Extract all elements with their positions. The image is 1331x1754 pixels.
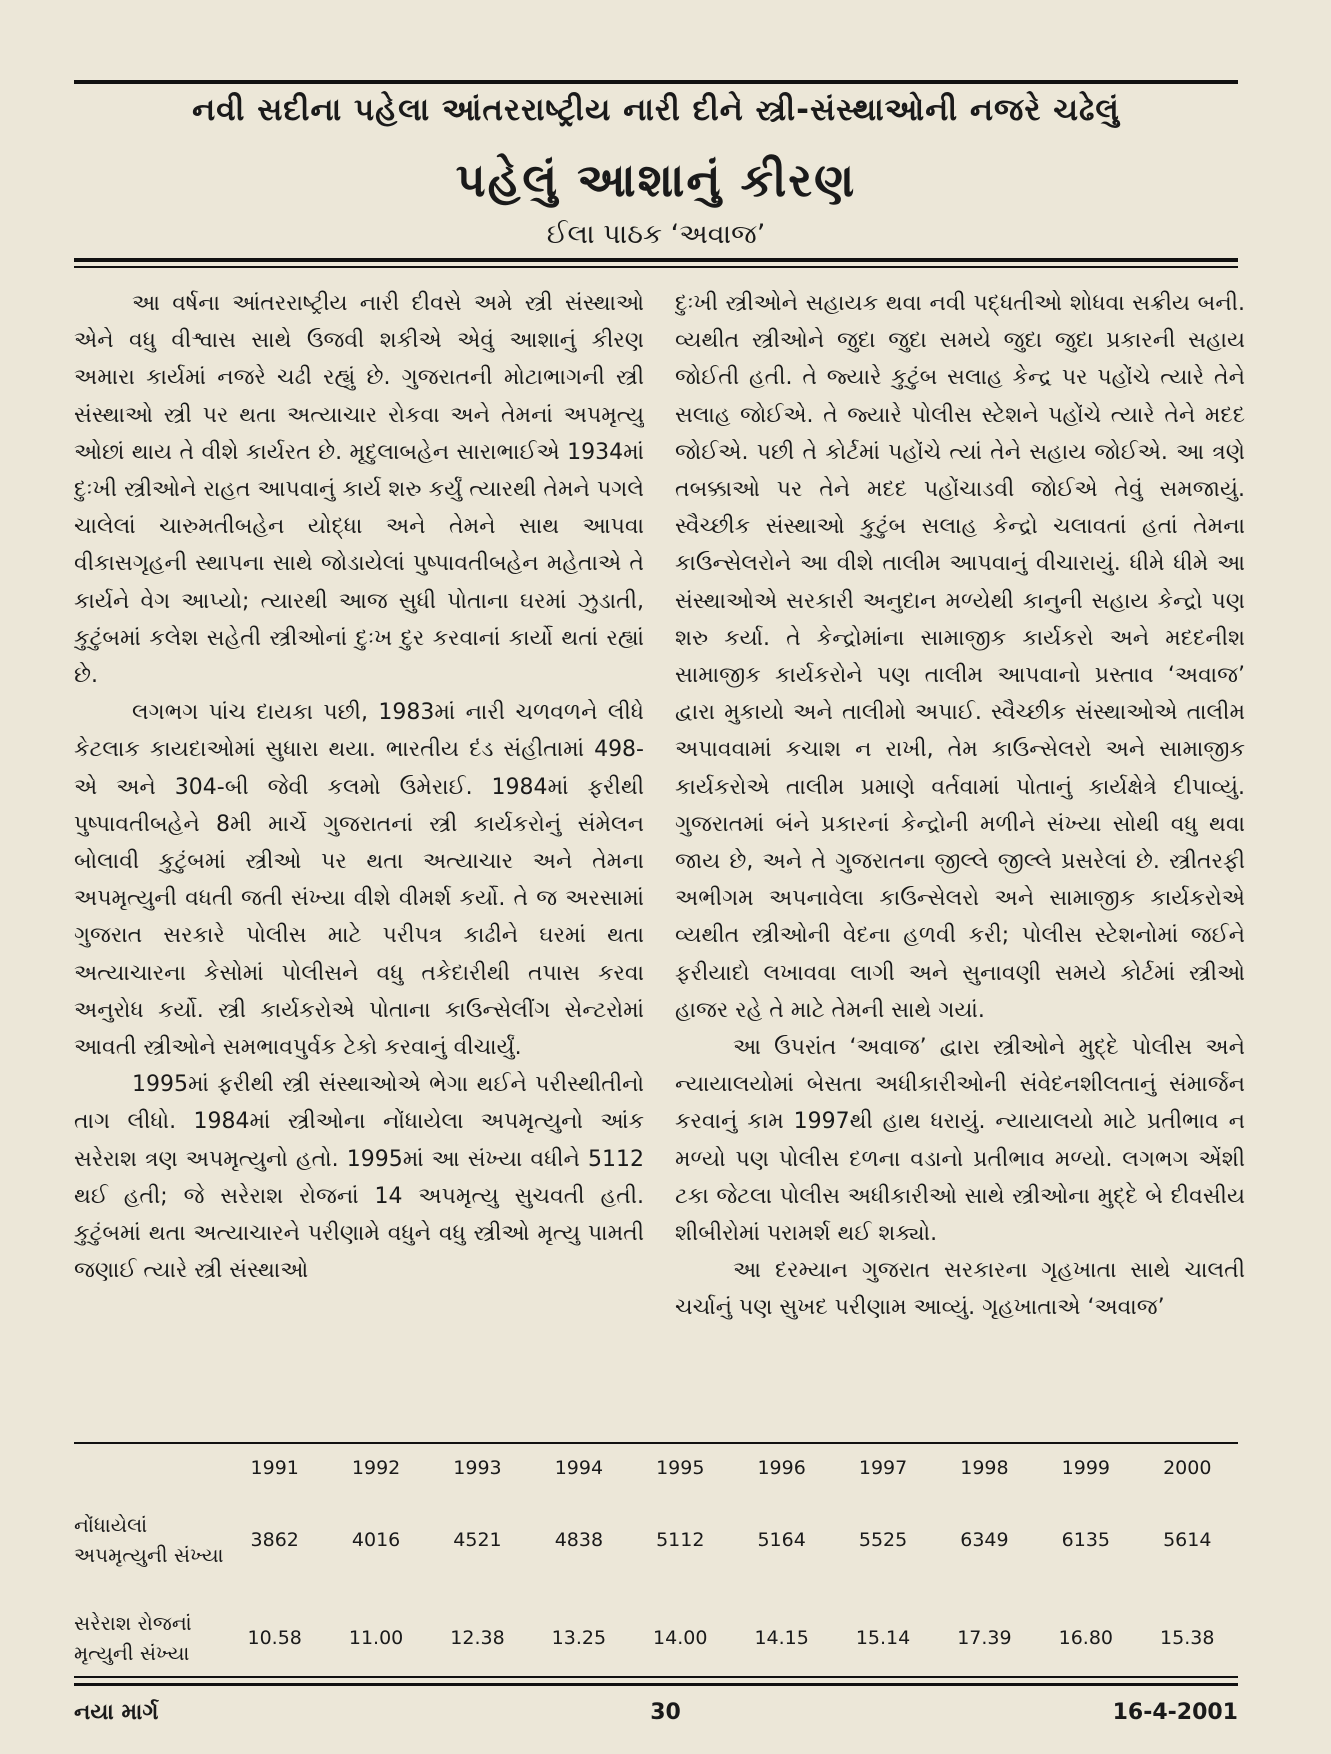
table-bottom-rule-thick (74, 1683, 1238, 1686)
year-header: 1994 (554, 1457, 604, 1479)
right-column (675, 285, 1245, 1420)
row-label: સરેરાશ રોજનાં મૃત્યુની સંખ્યા (74, 1611, 192, 1665)
paragraph: આ વર્ષના આંતરરાષ્ટ્રીય નારી દીવસે અમે સ્ત્રી સંસ્થાઓ એને વધુ વીશ્વાસ સાથે ઉજવી શકીએ એવું આશાનું કીરણ અમારા કાર્યમાં નજરે ચઢી રહ્યું છે. ગુજરાતની મોટાભાગની સ્ત્રી સંસ્થાઓ સ્ત્રી પર થતા અત્યાચાર રોકવા અને તેમનાં અપમૃત્યુ ઓછાં થાય તે વીશે કાર્યરત છે. મૃદુલાબહેન સારાભાઈએ 1934માં દુઃખી સ્ત્રીઓને રાહત આપવાનું કાર્ય શરુ કર્યું ત્યારથી તેમને પગલે ચાલેલાં ચારુમતીબહેન યોદ્ધા અને તેમને સાથ આપવા વીકાસગૃહની સ્થાપના સાથે જોડાયેલાં પુષ્પાવતીબહેન મહેતાએ તે કાર્યને વેગ આપ્યો; ત્યારથી આજ સુધી પોતાના ઘરમાં ઝુડાતી, કુટુંબમાં કલેશ સહેતી સ્ત્રીઓનાં દુઃખ દુર કરવાનાં કાર્યો થતાં રહ્યાં છે. (74, 291, 644, 689)
table-cell: 11.00 (348, 1627, 404, 1649)
year-header: 1997 (858, 1457, 908, 1479)
table-cell: 15.14 (855, 1627, 911, 1649)
paragraph: 1995માં ફરીથી સ્ત્રી સંસ્થાઓએ ભેગા થઈને પરીસ્થીતીનો તાગ લીધો. 1984માં સ્ત્રીઓના નોંધાયેલા અપમૃત્યુનો આંક સરેરાશ ત્રણ અપમૃત્યુનો હતો. 1995માં આ સંખ્યા વધીને 5112 થઈ હતી; જે સરેરાશ રોજનાં 14 અપમૃત્યુ સુચવતી હતી. કુટુંબમાં થતા અત્યાચારને પરીણામે વધુને વધુ સ્ત્રીઓ મૃત્યુ પામતી જણાઈ ત્યારે સ્ત્રી સંસ્થાઓ (74, 1072, 644, 1284)
table-cell: 5164 (757, 1529, 806, 1551)
table-cell: 14.00 (653, 1627, 708, 1649)
table-cell: 6135 (1061, 1529, 1110, 1551)
table-cell: 5525 (858, 1529, 908, 1551)
table-header-row (74, 1446, 1238, 1490)
table-cell: 13.25 (551, 1627, 607, 1649)
left-column (74, 285, 644, 1420)
footer-page-number: 30 (650, 1700, 681, 1725)
table-cell: 4016 (351, 1529, 401, 1551)
table-bottom-rule-thin (74, 1676, 1238, 1678)
table-cell: 4838 (554, 1529, 604, 1551)
year-header: 1999 (1061, 1457, 1110, 1479)
table-cell: 10.58 (247, 1627, 302, 1649)
paragraph: લગભગ પાંચ દાયકા પછી, 1983માં નારી ચળવળને લીધે કેટલાક કાયદાઓમાં સુધારા થયા. ભારતીય દંડ સંહીતામાં 498-એ અને 304-બી જેવી કલમો ઉમેરાઈ. 1984માં ફરીથી પુષ્પાવતીબહેને 8મી માર્ચે ગુજરાતનાં સ્ત્રી કાર્યકરોનું સંમેલન બોલાવી કુટુંબમાં સ્ત્રીઓ પર થતા અત્યાચાર અને તેમના અપમૃત્યુની વધતી જતી સંખ્યા વીશે વીમર્શ કર્યો. તે જ અરસામાં ગુજરાત સરકારે પોલીસ માટે પરીપત્ર કાઢીને ઘરમાં થતા અત્યાચારના કેસોમાં પોલીસને વધુ તકેદારીથી તપાસ કરવા અનુરોધ કર્યો. સ્ત્રી કાર્યકરોએ પોતાના કાઉન્સેલીંગ સેન્ટરોમાં આવતી સ્ત્રીઓને સમભાવપુર્વક ટેકો કરવાનું વીચાર્યું. (74, 700, 644, 1061)
table-row (74, 1490, 1238, 1590)
year-header: 1996 (757, 1457, 806, 1479)
paragraph: આ ઉપરાંત ‘અવાજ’ દ્વારા સ્ત્રીઓને મુદ્દે પોલીસ અને ન્યાયાલયોમાં બેસતા અધીકારીઓની સંવેદનશીલતાનું સંમાર્જન કરવાનું કામ 1997થી હાથ ધરાયું. ન્યાયાલયો માટે પ્રતીભાવ ન મળ્યો પણ પોલીસ દળના વડાનો પ્રતીભાવ મળ્યો. લગભગ એંશી ટકા જેટલા પોલીસ અધીકારીઓ સાથે સ્ત્રીઓના મુદ્દે બે દીવસીય શીબીરોમાં પરામર્શ થઈ શક્યો. (675, 1035, 1245, 1247)
header-rule-thin (74, 266, 1238, 268)
table-cell: 12.38 (450, 1627, 505, 1649)
kicker-headline: નવી સદીના પહેલા આંતરરાષ્ટ્રીય નારી દીને સ્ત્રી-સંસ્થાઓની નજરે ચઢેલું (192, 92, 1120, 128)
footer-date: 16-4-2001 (1112, 1700, 1238, 1725)
paragraph: આ દરમ્યાન ગુજરાત સરકારના ગૃહખાતા સાથે ચાલતી ચર્ચાનું પણ સુખદ પરીણામ આવ્યું. ગૃહખાતાએ ‘અવાજ’ (675, 1258, 1245, 1321)
paragraph: દુઃખી સ્ત્રીઓને સહાયક થવા નવી પદ્ધતીઓ શોધવા સક્રીય બની. વ્યથીત સ્ત્રીઓને જુદા જુદા સમયે જુદા જુદા પ્રકારની સહાય જોઈતી હતી. તે જ્યારે કુટુંબ સલાહ કેન્દ્ર પર પહોંચે ત્યારે તેને સલાહ જોઈએ. તે જ્યારે પોલીસ સ્ટેશને પહોંચે ત્યારે તેને મદદ જોઈએ. પછી તે કોર્ટમાં પહોંચે ત્યાં તેને સહાય જોઈએ. આ ત્રણે તબક્કાઓ પર તેને મદદ પહોંચાડવી જોઈએ તેવું સમજાયું. સ્વૈચ્છીક સંસ્થાઓ કુટુંબ સલાહ કેન્દ્રો ચલાવતાં હતાં તેમના કાઉન્સેલરોને આ વીશે તાલીમ આપવાનું વીચારાયું. ધીમે ધીમે આ સંસ્થાઓએ સરકારી અનુદાન મળ્યેથી કાનુની સહાય કેન્દ્રો પણ શરુ કર્યા. તે કેન્દ્રોમાંના સામાજીક કાર્યકરો અને મદદનીશ સામાજીક કાર્યકરોને પણ તાલીમ આપવાનો પ્રસ્તાવ ‘અવાજ’ દ્વારા મુકાયો અને તાલીમો અપાઈ. સ્વૈચ્છીક સંસ્થાઓએ તાલીમ અપાવવામાં કચાશ ન રાખી, તેમ કાઉન્સેલરો અને સામાજીક કાર્યકરોએ તાલીમ પ્રમાણે વર્તવામાં પોતાનું કાર્યક્ષેત્રે દીપાવ્યું. ગુજરાતમાં બંને પ્રકારનાં કેન્દ્રોની મળીને સંખ્યા સોથી વધુ થવા જાય છે, અને તે ગુજરાતના જીલ્લે જીલ્લે પ્રસરેલાં છે. સ્ત્રીતરફી અભીગમ અપનાવેલા કાઉન્સેલરો અને સામાજીક કાર્યકરોએ વ્યથીત સ્ત્રીઓની વેદના હળવી કરી; પોલીસ સ્ટેશનોમાં જઈને ફરીયાદો લખાવવા લાગી અને સુનાવણી સમયે કોર્ટમાં સ્ત્રીઓ હાજર રહે તે માટે તેમની સાથે ગયાં. (675, 291, 1245, 1023)
article-title: પહેલું આશાનું કીરણ (455, 153, 857, 207)
year-header: 1998 (960, 1457, 1009, 1479)
table-cell: 5112 (656, 1529, 705, 1551)
year-header: 1995 (656, 1457, 705, 1479)
table-cell: 14.15 (754, 1627, 809, 1649)
top-rule (74, 80, 1238, 84)
table-cell: 4521 (453, 1529, 502, 1551)
row-label: નોંધાયેલાં અપમૃત્યુની સંખ્યા (74, 1513, 224, 1567)
year-header: 1991 (250, 1457, 299, 1479)
table-top-rule (74, 1442, 1238, 1444)
footer-magazine-name: નયા માર્ગ (74, 1700, 159, 1725)
header-rule-thick (74, 258, 1238, 262)
table-cell: 5614 (1163, 1529, 1212, 1551)
year-header: 2000 (1163, 1457, 1212, 1479)
table-cell: 15.38 (1160, 1627, 1215, 1649)
table-corner (74, 1446, 224, 1490)
byline: ઈલા પાઠક ‘અવાજ’ (546, 219, 766, 250)
table-cell: 3862 (250, 1529, 299, 1551)
table-cell: 6349 (960, 1529, 1009, 1551)
table-cell: 16.80 (1058, 1627, 1114, 1649)
year-header: 1993 (453, 1457, 502, 1479)
table-cell: 17.39 (957, 1627, 1012, 1649)
table-row (74, 1590, 1238, 1686)
deaths-table (74, 1446, 1238, 1686)
year-header: 1992 (351, 1457, 401, 1479)
